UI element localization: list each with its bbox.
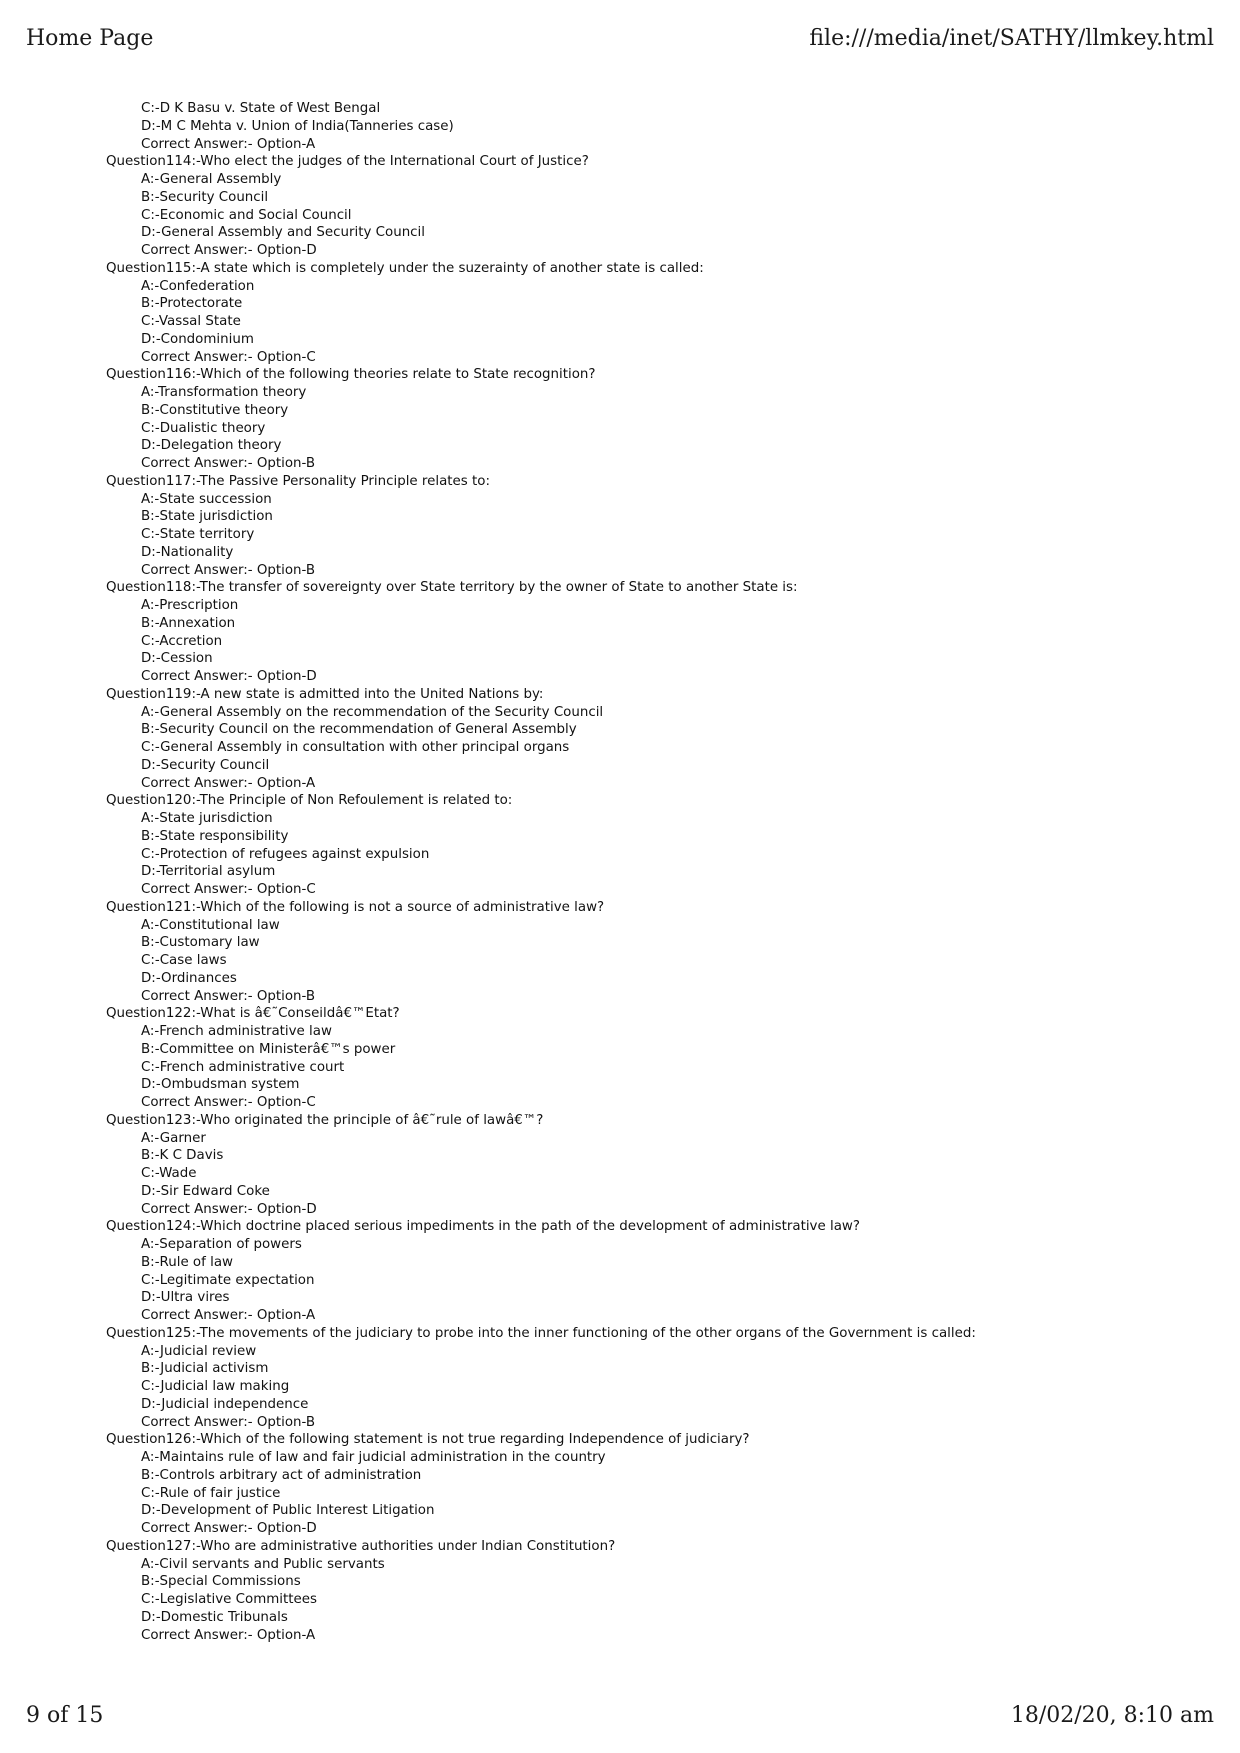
- question-item: [106, 792, 1216, 899]
- answer-option: D:-Delegation theory: [141, 438, 282, 454]
- answer-option: B:-Judicial activism: [141, 1361, 269, 1377]
- answer-option: B:-Controls arbitrary act of administration: [141, 1467, 422, 1483]
- answer-option: C:-General Assembly in consultation with other principal organs: [141, 740, 570, 755]
- answer-option: B:-Customary law: [141, 935, 260, 951]
- answer-option: D:-Domestic Tribunals: [141, 1609, 288, 1625]
- print-header-url: file:///media/inet/SATHY/llmkey.html: [809, 26, 1214, 51]
- question-item: [106, 1218, 1216, 1325]
- answer-option: D:-Development of Public Interest Litigation: [141, 1503, 435, 1519]
- answer-option: C:-D K Basu v. State of West Bengal: [141, 101, 381, 116]
- question-item: [106, 1325, 1216, 1432]
- answer-option: C:-Accretion: [141, 633, 223, 649]
- question-text: Question125:-The movements of the judiciary to probe into the inner functioning of the other organs of the Government is called:: [106, 1325, 976, 1341]
- answer-option: C:-Economic and Social Council: [141, 207, 352, 223]
- print-header-title: Home Page: [26, 26, 154, 51]
- correct-answer: Correct Answer:- Option-B: [141, 456, 316, 471]
- answer-option: A:-Separation of powers: [141, 1237, 302, 1252]
- answer-option: A:-Constitutional law: [141, 917, 280, 933]
- answer-option: C:-State territory: [141, 527, 255, 542]
- answer-option: D:-Territorial asylum: [141, 864, 276, 880]
- correct-answer: Correct Answer:- Option-A: [141, 775, 316, 791]
- answer-option: C:-Rule of fair justice: [141, 1485, 281, 1501]
- question-text: Question117:-The Passive Personality Principle relates to:: [106, 473, 490, 489]
- answer-option: D:-Cession: [141, 651, 213, 667]
- question-item: [106, 579, 1216, 686]
- answer-option: A:-State succession: [141, 491, 272, 507]
- carryover-block: [106, 100, 1216, 153]
- answer-option: B:-Security Council: [141, 189, 269, 205]
- question-text: Question121:-Which of the following is not a source of administrative law?: [106, 899, 605, 915]
- correct-answer: Correct Answer:- Option-C: [141, 1095, 316, 1110]
- answer-option: A:-Confederation: [141, 278, 255, 294]
- correct-answer: Correct Answer:- Option-D: [141, 669, 317, 684]
- question-text: Question123:-Who originated the principle of â€˜rule of lawâ€™?: [106, 1112, 544, 1128]
- answer-option: A:-State jurisdiction: [141, 811, 273, 826]
- answer-option: C:-Vassal State: [141, 314, 241, 329]
- answer-option: A:-Judicial review: [141, 1343, 257, 1359]
- question-text: Question116:-Which of the following theories relate to State recognition?: [106, 367, 596, 383]
- correct-answer: Correct Answer:- Option-B: [141, 988, 316, 1004]
- answer-option: D:-Sir Edward Coke: [141, 1183, 270, 1199]
- answer-option: D:-M C Mehta v. Union of India(Tanneries case): [141, 118, 454, 134]
- answer-option: B:-Rule of law: [141, 1254, 233, 1270]
- answer-option: D:-Judicial independence: [141, 1396, 309, 1412]
- question-item: [106, 899, 1216, 1006]
- question-item: [106, 1431, 1216, 1538]
- answer-option: D:-Ombudsman system: [141, 1077, 300, 1093]
- question-text: Question120:-The Principle of Non Refoulement is related to:: [106, 793, 513, 809]
- answer-option: C:-Legitimate expectation: [141, 1272, 315, 1288]
- question-text: Question127:-Who are administrative authorities under Indian Constitution?: [106, 1538, 616, 1554]
- question-item: [106, 153, 1216, 260]
- answer-option: A:-Civil servants and Public servants: [141, 1556, 385, 1572]
- answer-option: A:-General Assembly on the recommendation of the Security Council: [141, 704, 604, 720]
- correct-answer: Correct Answer:- Option-C: [141, 882, 316, 897]
- question-text: Question126:-Which of the following statement is not true regarding Independence of judiciary?: [106, 1432, 750, 1448]
- correct-answer: Correct Answer:- Option-B: [141, 562, 316, 578]
- correct-answer: Correct Answer:- Option-B: [141, 1414, 316, 1430]
- correct-answer: Correct Answer:- Option-D: [141, 1201, 317, 1217]
- answer-option: C:-French administrative court: [141, 1059, 345, 1075]
- answer-option: D:-Nationality: [141, 544, 234, 560]
- answer-option: A:-Garner: [141, 1130, 206, 1146]
- answer-option: B:-Security Council on the recommendation of General Assembly: [141, 722, 577, 738]
- answer-option: B:-State responsibility: [141, 828, 289, 844]
- page-number: 9 of 15: [26, 1703, 104, 1728]
- correct-answer: Correct Answer:- Option-A: [141, 1308, 316, 1323]
- question-text: Question114:-Who elect the judges of the International Court of Justice?: [106, 154, 589, 170]
- answer-option: A:-Maintains rule of law and fair judicial administration in the country: [141, 1450, 606, 1465]
- answer-option: C:-Case laws: [141, 953, 227, 968]
- answer-option: C:-Legislative Committees: [141, 1592, 317, 1607]
- correct-answer: Correct Answer:- Option-C: [141, 349, 316, 365]
- answer-option: A:-General Assembly: [141, 172, 282, 187]
- question-text: Question124:-Which doctrine placed serious impediments in the path of the development of administrative law?: [106, 1219, 860, 1235]
- answer-option: B:-Annexation: [141, 615, 236, 631]
- question-item: [106, 473, 1216, 580]
- correct-answer: Correct Answer:- Option-A: [141, 1627, 316, 1643]
- question-list: [106, 100, 1216, 1644]
- question-text: Question118:-The transfer of sovereignty over State territory by the owner of State to another State is:: [106, 580, 798, 596]
- answer-option: C:-Wade: [141, 1166, 197, 1181]
- answer-option: C:-Protection of refugees against expulsion: [141, 846, 430, 862]
- questions-block: [106, 153, 1216, 1644]
- correct-answer: Correct Answer:- Option-A: [141, 136, 316, 152]
- answer-option: D:-Condominium: [141, 331, 254, 347]
- question-item: [106, 1112, 1216, 1219]
- question-text: Question115:-A state which is completely under the suzerainty of another state is called:: [106, 260, 704, 276]
- question-text: Question119:-A new state is admitted into the United Nations by:: [106, 686, 544, 702]
- answer-option: B:-Special Commissions: [141, 1574, 301, 1590]
- question-item: [106, 686, 1216, 793]
- answer-option: D:-General Assembly and Security Council: [141, 225, 425, 241]
- correct-answer: Correct Answer:- Option-D: [141, 243, 317, 258]
- question-item: [106, 1538, 1216, 1645]
- answer-option: A:-Transformation theory: [141, 385, 307, 400]
- answer-option: B:-Committee on Ministerâ€™s power: [141, 1041, 396, 1057]
- question-item: [106, 366, 1216, 473]
- answer-option: A:-French administrative law: [141, 1024, 332, 1039]
- answer-option: D:-Ordinances: [141, 970, 237, 986]
- correct-answer: Correct Answer:- Option-D: [141, 1521, 317, 1536]
- answer-option: A:-Prescription: [141, 598, 239, 613]
- question-item: [106, 260, 1216, 367]
- question-item: [106, 1005, 1216, 1112]
- answer-option: D:-Ultra vires: [141, 1290, 230, 1306]
- question-text: Question122:-What is â€˜Conseildâ€™Etat?: [106, 1006, 400, 1022]
- answer-option: B:-State jurisdiction: [141, 509, 273, 525]
- answer-option: B:-K C Davis: [141, 1148, 224, 1164]
- answer-option: D:-Security Council: [141, 757, 270, 773]
- answer-option: C:-Dualistic theory: [141, 420, 266, 436]
- print-datetime: 18/02/20, 8:10 am: [1010, 1703, 1214, 1728]
- answer-option: B:-Constitutive theory: [141, 402, 289, 418]
- answer-option: B:-Protectorate: [141, 296, 243, 312]
- answer-option: C:-Judicial law making: [141, 1379, 290, 1394]
